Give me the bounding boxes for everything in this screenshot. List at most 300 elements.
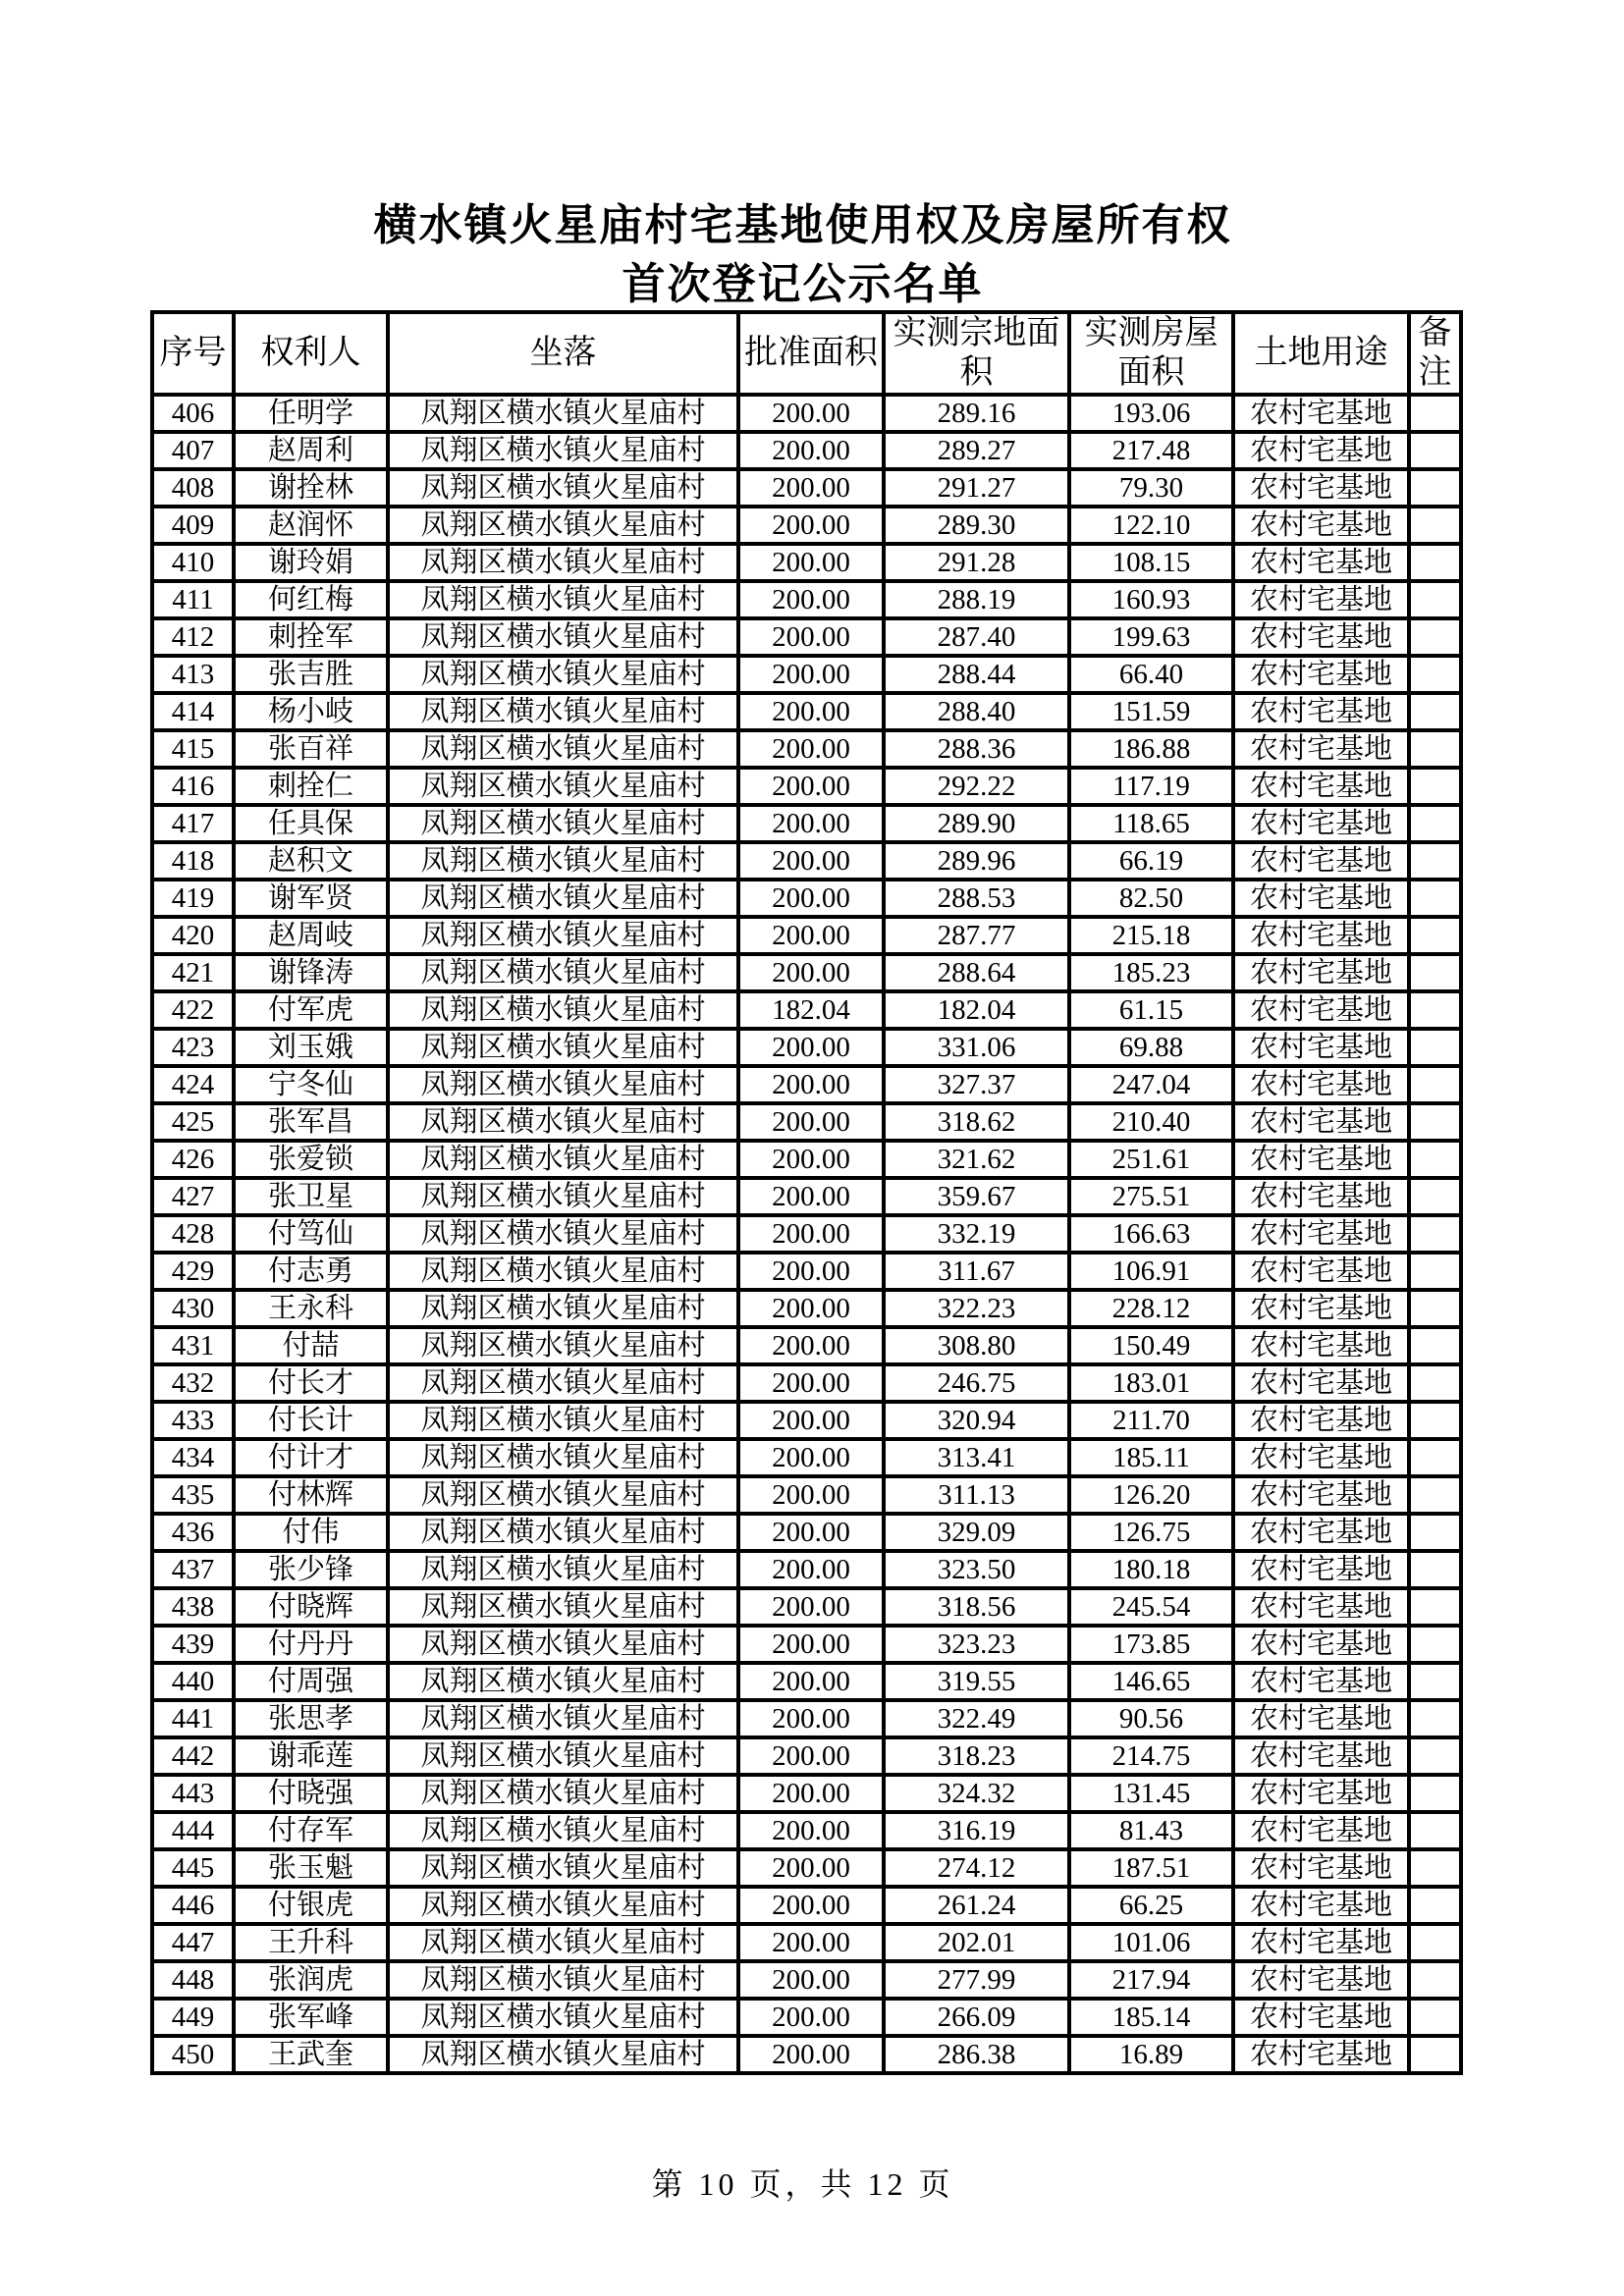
cell-name: 付长才 xyxy=(234,1364,388,1402)
cell-land_use: 农村宅基地 xyxy=(1233,1961,1409,1999)
cell-location: 凤翔区横水镇火星庙村 xyxy=(388,432,738,469)
cell-house_area: 217.48 xyxy=(1069,432,1233,469)
cell-location: 凤翔区横水镇火星庙村 xyxy=(388,693,738,730)
cell-name: 张玉魁 xyxy=(234,1849,388,1887)
cell-land_use: 农村宅基地 xyxy=(1233,1924,1409,1961)
cell-seq: 426 xyxy=(152,1141,234,1178)
cell-location: 凤翔区横水镇火星庙村 xyxy=(388,1178,738,1215)
cell-name: 谢拴林 xyxy=(234,469,388,507)
cell-land_use: 农村宅基地 xyxy=(1233,618,1409,656)
cell-approved_area: 200.00 xyxy=(738,1290,884,1327)
cell-remark xyxy=(1409,544,1461,581)
cell-remark xyxy=(1409,1103,1461,1141)
cell-parcel_area: 266.09 xyxy=(884,1999,1069,2036)
cell-remark xyxy=(1409,1737,1461,1775)
cell-seq: 413 xyxy=(152,656,234,693)
table-row xyxy=(152,1588,1461,1626)
cell-location: 凤翔区横水镇火星庙村 xyxy=(388,917,738,954)
cell-name: 付晓辉 xyxy=(234,1588,388,1626)
cell-approved_area: 200.00 xyxy=(738,1999,884,2036)
cell-house_area: 193.06 xyxy=(1069,395,1233,432)
table-row xyxy=(152,1253,1461,1290)
cell-seq: 421 xyxy=(152,954,234,991)
cell-house_area: 117.19 xyxy=(1069,768,1233,805)
cell-approved_area: 200.00 xyxy=(738,2036,884,2073)
cell-approved_area: 200.00 xyxy=(738,1141,884,1178)
cell-house_area: 66.25 xyxy=(1069,1887,1233,1924)
table-row xyxy=(152,1961,1461,1999)
cell-land_use: 农村宅基地 xyxy=(1233,1066,1409,1103)
cell-land_use: 农村宅基地 xyxy=(1233,1029,1409,1066)
table-row xyxy=(152,1327,1461,1364)
cell-remark xyxy=(1409,1588,1461,1626)
table-row xyxy=(152,1737,1461,1775)
table-row xyxy=(152,991,1461,1029)
cell-house_area: 166.63 xyxy=(1069,1215,1233,1253)
cell-seq: 434 xyxy=(152,1439,234,1476)
cell-parcel_area: 291.28 xyxy=(884,544,1069,581)
cell-remark xyxy=(1409,1439,1461,1476)
cell-house_area: 150.49 xyxy=(1069,1327,1233,1364)
cell-location: 凤翔区横水镇火星庙村 xyxy=(388,1290,738,1327)
document-title xyxy=(150,196,1455,314)
table-body xyxy=(152,395,1461,2073)
cell-remark xyxy=(1409,768,1461,805)
cell-parcel_area: 332.19 xyxy=(884,1215,1069,1253)
cell-location: 凤翔区横水镇火星庙村 xyxy=(388,1663,738,1700)
cell-seq: 439 xyxy=(152,1626,234,1663)
cell-land_use: 农村宅基地 xyxy=(1233,880,1409,917)
cell-land_use: 农村宅基地 xyxy=(1233,1551,1409,1588)
cell-approved_area: 200.00 xyxy=(738,693,884,730)
cell-location: 凤翔区横水镇火星庙村 xyxy=(388,581,738,618)
cell-location: 凤翔区横水镇火星庙村 xyxy=(388,1029,738,1066)
table-row xyxy=(152,469,1461,507)
cell-parcel_area: 318.62 xyxy=(884,1103,1069,1141)
cell-remark xyxy=(1409,1066,1461,1103)
cell-land_use: 农村宅基地 xyxy=(1233,1812,1409,1849)
cell-approved_area: 200.00 xyxy=(738,1887,884,1924)
table-row xyxy=(152,1849,1461,1887)
table-row xyxy=(152,1924,1461,1961)
cell-seq: 406 xyxy=(152,395,234,432)
cell-house_area: 61.15 xyxy=(1069,991,1233,1029)
table-row xyxy=(152,1402,1461,1439)
cell-land_use: 农村宅基地 xyxy=(1233,1849,1409,1887)
cell-seq: 416 xyxy=(152,768,234,805)
table-row xyxy=(152,432,1461,469)
cell-location: 凤翔区横水镇火星庙村 xyxy=(388,1999,738,2036)
cell-parcel_area: 324.32 xyxy=(884,1775,1069,1812)
cell-location: 凤翔区横水镇火星庙村 xyxy=(388,395,738,432)
cell-seq: 440 xyxy=(152,1663,234,1700)
header-cell-parcel_area: 实测宗地面积 xyxy=(884,312,1069,395)
cell-land_use: 农村宅基地 xyxy=(1233,1663,1409,1700)
cell-land_use: 农村宅基地 xyxy=(1233,1476,1409,1514)
table-row xyxy=(152,693,1461,730)
cell-remark xyxy=(1409,1029,1461,1066)
cell-house_area: 215.18 xyxy=(1069,917,1233,954)
cell-land_use: 农村宅基地 xyxy=(1233,917,1409,954)
cell-parcel_area: 308.80 xyxy=(884,1327,1069,1364)
cell-seq: 441 xyxy=(152,1700,234,1737)
cell-approved_area: 200.00 xyxy=(738,842,884,880)
table-row xyxy=(152,1066,1461,1103)
cell-house_area: 180.18 xyxy=(1069,1551,1233,1588)
cell-land_use: 农村宅基地 xyxy=(1233,581,1409,618)
cell-land_use: 农村宅基地 xyxy=(1233,1253,1409,1290)
cell-name: 何红梅 xyxy=(234,581,388,618)
cell-land_use: 农村宅基地 xyxy=(1233,1999,1409,2036)
cell-parcel_area: 287.77 xyxy=(884,917,1069,954)
table-row xyxy=(152,2036,1461,2073)
cell-approved_area: 200.00 xyxy=(738,507,884,544)
cell-parcel_area: 288.44 xyxy=(884,656,1069,693)
cell-house_area: 199.63 xyxy=(1069,618,1233,656)
cell-land_use: 农村宅基地 xyxy=(1233,432,1409,469)
cell-approved_area: 200.00 xyxy=(738,1700,884,1737)
cell-name: 赵周岐 xyxy=(234,917,388,954)
cell-land_use: 农村宅基地 xyxy=(1233,991,1409,1029)
cell-house_area: 66.40 xyxy=(1069,656,1233,693)
cell-remark xyxy=(1409,395,1461,432)
cell-seq: 450 xyxy=(152,2036,234,2073)
table-row xyxy=(152,1551,1461,1588)
cell-name: 张思孝 xyxy=(234,1700,388,1737)
cell-seq: 436 xyxy=(152,1514,234,1551)
cell-house_area: 118.65 xyxy=(1069,805,1233,842)
cell-seq: 431 xyxy=(152,1327,234,1364)
cell-remark xyxy=(1409,1178,1461,1215)
table-row xyxy=(152,395,1461,432)
cell-house_area: 82.50 xyxy=(1069,880,1233,917)
cell-house_area: 210.40 xyxy=(1069,1103,1233,1141)
cell-land_use: 农村宅基地 xyxy=(1233,1178,1409,1215)
cell-house_area: 79.30 xyxy=(1069,469,1233,507)
cell-remark xyxy=(1409,469,1461,507)
cell-seq: 422 xyxy=(152,991,234,1029)
cell-seq: 418 xyxy=(152,842,234,880)
cell-location: 凤翔区横水镇火星庙村 xyxy=(388,842,738,880)
cell-approved_area: 200.00 xyxy=(738,1663,884,1700)
cell-parcel_area: 289.90 xyxy=(884,805,1069,842)
cell-parcel_area: 318.23 xyxy=(884,1737,1069,1775)
cell-house_area: 245.54 xyxy=(1069,1588,1233,1626)
cell-name: 王永科 xyxy=(234,1290,388,1327)
cell-house_area: 275.51 xyxy=(1069,1178,1233,1215)
cell-house_area: 131.45 xyxy=(1069,1775,1233,1812)
cell-seq: 433 xyxy=(152,1402,234,1439)
cell-location: 凤翔区横水镇火星庙村 xyxy=(388,618,738,656)
table-row xyxy=(152,1476,1461,1514)
cell-parcel_area: 311.13 xyxy=(884,1476,1069,1514)
cell-location: 凤翔区横水镇火星庙村 xyxy=(388,469,738,507)
cell-location: 凤翔区横水镇火星庙村 xyxy=(388,730,738,768)
cell-land_use: 农村宅基地 xyxy=(1233,805,1409,842)
header-cell-seq: 序号 xyxy=(152,312,234,395)
cell-remark xyxy=(1409,1215,1461,1253)
table-header-row xyxy=(152,312,1461,395)
table-row xyxy=(152,730,1461,768)
cell-land_use: 农村宅基地 xyxy=(1233,1588,1409,1626)
table-row xyxy=(152,1215,1461,1253)
cell-approved_area: 200.00 xyxy=(738,656,884,693)
cell-location: 凤翔区横水镇火星庙村 xyxy=(388,1103,738,1141)
cell-name: 张少锋 xyxy=(234,1551,388,1588)
cell-remark xyxy=(1409,618,1461,656)
table-row xyxy=(152,1514,1461,1551)
cell-approved_area: 200.00 xyxy=(738,1849,884,1887)
table-row xyxy=(152,1364,1461,1402)
cell-seq: 424 xyxy=(152,1066,234,1103)
cell-name: 刺拴军 xyxy=(234,618,388,656)
cell-approved_area: 200.00 xyxy=(738,1551,884,1588)
cell-land_use: 农村宅基地 xyxy=(1233,1775,1409,1812)
cell-land_use: 农村宅基地 xyxy=(1233,1439,1409,1476)
cell-approved_area: 200.00 xyxy=(738,432,884,469)
cell-land_use: 农村宅基地 xyxy=(1233,1887,1409,1924)
cell-seq: 432 xyxy=(152,1364,234,1402)
cell-remark xyxy=(1409,1141,1461,1178)
cell-remark xyxy=(1409,1812,1461,1849)
cell-parcel_area: 287.40 xyxy=(884,618,1069,656)
cell-approved_area: 200.00 xyxy=(738,1514,884,1551)
cell-name: 王升科 xyxy=(234,1924,388,1961)
cell-name: 付计才 xyxy=(234,1439,388,1476)
cell-seq: 425 xyxy=(152,1103,234,1141)
table-row xyxy=(152,1999,1461,2036)
cell-house_area: 106.91 xyxy=(1069,1253,1233,1290)
cell-land_use: 农村宅基地 xyxy=(1233,1141,1409,1178)
cell-approved_area: 200.00 xyxy=(738,1626,884,1663)
table-row xyxy=(152,805,1461,842)
cell-house_area: 183.01 xyxy=(1069,1364,1233,1402)
registration-table xyxy=(150,310,1463,2075)
cell-parcel_area: 202.01 xyxy=(884,1924,1069,1961)
cell-house_area: 251.61 xyxy=(1069,1141,1233,1178)
cell-land_use: 农村宅基地 xyxy=(1233,1364,1409,1402)
cell-location: 凤翔区横水镇火星庙村 xyxy=(388,1588,738,1626)
cell-name: 张卫星 xyxy=(234,1178,388,1215)
cell-land_use: 农村宅基地 xyxy=(1233,2036,1409,2073)
cell-remark xyxy=(1409,1961,1461,1999)
cell-location: 凤翔区横水镇火星庙村 xyxy=(388,544,738,581)
cell-name: 付军虎 xyxy=(234,991,388,1029)
cell-house_area: 69.88 xyxy=(1069,1029,1233,1066)
cell-name: 张百祥 xyxy=(234,730,388,768)
cell-house_area: 185.11 xyxy=(1069,1439,1233,1476)
cell-location: 凤翔区横水镇火星庙村 xyxy=(388,1066,738,1103)
cell-location: 凤翔区横水镇火星庙村 xyxy=(388,1364,738,1402)
cell-seq: 419 xyxy=(152,880,234,917)
cell-remark xyxy=(1409,1290,1461,1327)
cell-location: 凤翔区横水镇火星庙村 xyxy=(388,1141,738,1178)
cell-location: 凤翔区横水镇火星庙村 xyxy=(388,1700,738,1737)
cell-location: 凤翔区横水镇火星庙村 xyxy=(388,1961,738,1999)
cell-location: 凤翔区横水镇火星庙村 xyxy=(388,768,738,805)
cell-seq: 423 xyxy=(152,1029,234,1066)
cell-seq: 449 xyxy=(152,1999,234,2036)
table-row xyxy=(152,1812,1461,1849)
cell-location: 凤翔区横水镇火星庙村 xyxy=(388,1551,738,1588)
table-row xyxy=(152,1626,1461,1663)
table-row xyxy=(152,1663,1461,1700)
table-row xyxy=(152,880,1461,917)
cell-remark xyxy=(1409,1364,1461,1402)
cell-name: 付伟 xyxy=(234,1514,388,1551)
cell-seq: 409 xyxy=(152,507,234,544)
cell-name: 刺拴仁 xyxy=(234,768,388,805)
header-cell-approved_area: 批准面积 xyxy=(738,312,884,395)
cell-house_area: 16.89 xyxy=(1069,2036,1233,2073)
header-cell-remark: 备注 xyxy=(1409,312,1461,395)
cell-approved_area: 200.00 xyxy=(738,805,884,842)
table-row xyxy=(152,768,1461,805)
cell-seq: 443 xyxy=(152,1775,234,1812)
cell-name: 王武奎 xyxy=(234,2036,388,2073)
cell-name: 付银虎 xyxy=(234,1887,388,1924)
cell-approved_area: 200.00 xyxy=(738,1812,884,1849)
cell-approved_area: 200.00 xyxy=(738,768,884,805)
cell-house_area: 146.65 xyxy=(1069,1663,1233,1700)
cell-house_area: 160.93 xyxy=(1069,581,1233,618)
cell-remark xyxy=(1409,1626,1461,1663)
cell-approved_area: 200.00 xyxy=(738,917,884,954)
cell-name: 赵周利 xyxy=(234,432,388,469)
cell-parcel_area: 313.41 xyxy=(884,1439,1069,1476)
cell-approved_area: 200.00 xyxy=(738,1588,884,1626)
cell-name: 赵润怀 xyxy=(234,507,388,544)
cell-house_area: 90.56 xyxy=(1069,1700,1233,1737)
table-row xyxy=(152,1439,1461,1476)
cell-seq: 412 xyxy=(152,618,234,656)
cell-house_area: 81.43 xyxy=(1069,1812,1233,1849)
cell-approved_area: 200.00 xyxy=(738,1029,884,1066)
cell-name: 杨小岐 xyxy=(234,693,388,730)
cell-remark xyxy=(1409,1700,1461,1737)
cell-approved_area: 200.00 xyxy=(738,1737,884,1775)
cell-seq: 407 xyxy=(152,432,234,469)
cell-location: 凤翔区横水镇火星庙村 xyxy=(388,1626,738,1663)
cell-approved_area: 200.00 xyxy=(738,954,884,991)
header-cell-land_use: 土地用途 xyxy=(1233,312,1409,395)
cell-seq: 414 xyxy=(152,693,234,730)
table-row xyxy=(152,1775,1461,1812)
cell-remark xyxy=(1409,432,1461,469)
cell-house_area: 122.10 xyxy=(1069,507,1233,544)
cell-approved_area: 200.00 xyxy=(738,618,884,656)
cell-location: 凤翔区横水镇火星庙村 xyxy=(388,991,738,1029)
cell-parcel_area: 316.19 xyxy=(884,1812,1069,1849)
cell-name: 张吉胜 xyxy=(234,656,388,693)
cell-location: 凤翔区横水镇火星庙村 xyxy=(388,1402,738,1439)
cell-name: 谢玲娟 xyxy=(234,544,388,581)
cell-land_use: 农村宅基地 xyxy=(1233,1290,1409,1327)
cell-land_use: 农村宅基地 xyxy=(1233,954,1409,991)
cell-parcel_area: 311.67 xyxy=(884,1253,1069,1290)
cell-remark xyxy=(1409,730,1461,768)
table-row xyxy=(152,581,1461,618)
header-cell-name: 权利人 xyxy=(234,312,388,395)
cell-seq: 428 xyxy=(152,1215,234,1253)
cell-land_use: 农村宅基地 xyxy=(1233,1700,1409,1737)
cell-name: 任明学 xyxy=(234,395,388,432)
cell-land_use: 农村宅基地 xyxy=(1233,730,1409,768)
cell-seq: 410 xyxy=(152,544,234,581)
cell-location: 凤翔区横水镇火星庙村 xyxy=(388,507,738,544)
cell-land_use: 农村宅基地 xyxy=(1233,469,1409,507)
cell-parcel_area: 288.64 xyxy=(884,954,1069,991)
cell-seq: 447 xyxy=(152,1924,234,1961)
cell-location: 凤翔区横水镇火星庙村 xyxy=(388,1924,738,1961)
cell-parcel_area: 359.67 xyxy=(884,1178,1069,1215)
cell-land_use: 农村宅基地 xyxy=(1233,544,1409,581)
table-row xyxy=(152,1290,1461,1327)
cell-location: 凤翔区横水镇火星庙村 xyxy=(388,954,738,991)
cell-house_area: 228.12 xyxy=(1069,1290,1233,1327)
cell-remark xyxy=(1409,1924,1461,1961)
cell-name: 谢锋涛 xyxy=(234,954,388,991)
cell-remark xyxy=(1409,842,1461,880)
cell-approved_area: 200.00 xyxy=(738,730,884,768)
cell-seq: 429 xyxy=(152,1253,234,1290)
cell-remark xyxy=(1409,1476,1461,1514)
cell-parcel_area: 182.04 xyxy=(884,991,1069,1029)
table-row xyxy=(152,842,1461,880)
cell-house_area: 151.59 xyxy=(1069,693,1233,730)
cell-location: 凤翔区横水镇火星庙村 xyxy=(388,1327,738,1364)
title-line-1: 横水镇火星庙村宅基地使用权及房屋所有权 xyxy=(373,201,1232,249)
page-number: 第 10 页，共 12 页 xyxy=(651,2166,954,2202)
cell-name: 谢军贤 xyxy=(234,880,388,917)
cell-seq: 417 xyxy=(152,805,234,842)
cell-parcel_area: 327.37 xyxy=(884,1066,1069,1103)
cell-seq: 420 xyxy=(152,917,234,954)
cell-approved_area: 200.00 xyxy=(738,395,884,432)
cell-remark xyxy=(1409,954,1461,991)
cell-parcel_area: 329.09 xyxy=(884,1514,1069,1551)
cell-name: 付长计 xyxy=(234,1402,388,1439)
cell-approved_area: 200.00 xyxy=(738,544,884,581)
cell-land_use: 农村宅基地 xyxy=(1233,1737,1409,1775)
cell-remark xyxy=(1409,1551,1461,1588)
cell-parcel_area: 331.06 xyxy=(884,1029,1069,1066)
cell-land_use: 农村宅基地 xyxy=(1233,842,1409,880)
cell-location: 凤翔区横水镇火星庙村 xyxy=(388,880,738,917)
cell-remark xyxy=(1409,581,1461,618)
cell-remark xyxy=(1409,693,1461,730)
table-row xyxy=(152,1178,1461,1215)
table-row xyxy=(152,1887,1461,1924)
cell-location: 凤翔区横水镇火星庙村 xyxy=(388,1215,738,1253)
cell-house_area: 66.19 xyxy=(1069,842,1233,880)
cell-seq: 435 xyxy=(152,1476,234,1514)
cell-name: 张爱锁 xyxy=(234,1141,388,1178)
cell-parcel_area: 246.75 xyxy=(884,1364,1069,1402)
cell-approved_area: 200.00 xyxy=(738,1327,884,1364)
cell-remark xyxy=(1409,507,1461,544)
cell-location: 凤翔区横水镇火星庙村 xyxy=(388,656,738,693)
cell-seq: 446 xyxy=(152,1887,234,1924)
cell-approved_area: 200.00 xyxy=(738,1402,884,1439)
cell-location: 凤翔区横水镇火星庙村 xyxy=(388,1849,738,1887)
cell-location: 凤翔区横水镇火星庙村 xyxy=(388,1887,738,1924)
cell-parcel_area: 286.38 xyxy=(884,2036,1069,2073)
cell-house_area: 214.75 xyxy=(1069,1737,1233,1775)
cell-remark xyxy=(1409,1327,1461,1364)
cell-parcel_area: 277.99 xyxy=(884,1961,1069,1999)
cell-approved_area: 200.00 xyxy=(738,1439,884,1476)
